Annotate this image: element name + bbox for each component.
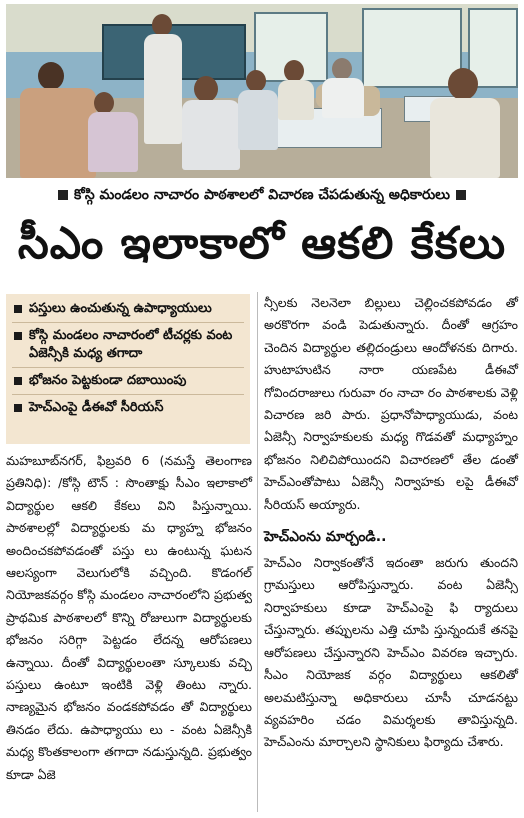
bullet-icon xyxy=(14,377,22,385)
photo-caption xyxy=(6,182,518,208)
bullet-icon xyxy=(14,332,22,340)
highlight-item: కోస్గి మండలం నాచారంలో టీచర్లకు వంట ఏజెన్సీకి మధ్య తగాదా xyxy=(12,327,244,363)
article-paragraph: న్సీలకు నెలనెలా బిల్లులు చెల్లించకపోవడం తో అరకొరగా వండి పెడుతున్నారు. దీంతో ఆగ్రహం చెందిన విద్యార్థుల తల్లిదండ్రులు ఆందోళనకు దిగారు. హుటాహుటిన నారా యణపేట డీఈవో గోవిందరాజులు గురువా రం నాచా రం పాఠశాలకు వెళ్లి విచారణ జరి పారు. ప్రధానోపాధ్యాయుడు, వంట ఏజెన్సీ నిర్వాహకులకు మధ్య గొడవతో మధ్యాహ్నం భోజనం నిలిచిపోయిందని విచారణలో తేల డంతో హెచ్‌ఎంతోపాటు ఏజెన్సీ నిర్వాహకు లపై డీఈవో సీరియస్ అయ్యారు. xyxy=(264,295,518,512)
news-photo xyxy=(6,4,518,178)
column-divider xyxy=(257,292,258,812)
article-column-left xyxy=(6,450,252,786)
subheading: హెచ్‌ఎంను మార్చండి.. xyxy=(264,529,387,546)
highlight-item: పస్తులు ఉంచుతున్న ఉపాధ్యాయులు xyxy=(12,300,244,318)
article-paragraph: మహబూబ్‌నగర్, ఫిబ్రవరి 6 (నమస్తే తెలంగాణ ప్రతినిధి): /కోస్గి టౌన్ : సొంతాక్షు సీఎం ఇలాకాలో విద్యార్థుల ఆకలి కేకలు విని పిస్తున్నాయి. పాఠశాలల్లో విద్యార్థులకు మ ధ్యాహ్న భోజనం అందించకపోవడంతో పస్తు లు ఉంటున్న ఘటన ఆలస్యంగా వెలుగులోకి వచ్చింది. కొడంగల్ నియోజకవర్గం కోస్గి మండలం నాచారంలోని ప్రభుత్వ ప్రాథమిక పాఠశాలలో కొన్ని రోజులుగా విద్యార్థులకు భోజనం సరిగ్గా పెట్టడం లేదన్న ఆరోపణలు ఉన్నాయి. దీంతో విద్యార్థులంతా స్కూలుకు వచ్చి పస్తులు ఉంటూ ఇంటికి వెళ్లి తింటు న్నారు. నాణ్యమైన భోజనం వండకపోవడం తో విద్యార్థులు తినడం లేదు. ఉపాధ్యాయు లు - వంట ఏజెన్సీకి మధ్య కొంతకాలంగా తగాదా నడుస్తున్నది. ప్రభుత్వం కూడా ఏజె xyxy=(6,453,252,782)
highlight-item: భోజనం పెట్టకుండా దబాయింపు xyxy=(12,372,244,390)
highlight-item: హెచ్‌ఎంపై డీఈవో సీరియస్ xyxy=(12,399,244,417)
bullet-icon xyxy=(14,404,22,412)
caption-text: కోస్గి మండలం నాచారం పాఠశాలలో విచారణ చేపడుతున్న అధికారులు xyxy=(74,187,450,203)
article-column-right xyxy=(264,292,518,754)
bullet-icon xyxy=(14,305,22,313)
highlights-box xyxy=(6,294,250,444)
headline: సీఎం ఇలాకాలో ఆకలి కేకలు xyxy=(17,218,507,269)
article-paragraph: హెచ్‌ఎం నిర్వాకంతోనే ఇదంతా జరుగు తుందని గ్రామస్తులు ఆరోపిస్తున్నారు. వంట ఏజెన్సీ నిర్వాహకులు కూడా హెచ్‌ఎంపై ఫి ర్యాదులు చేస్తున్నారు. తప్పులను ఎత్తి చూపి స్తున్నందుకే తనపై ఆరోపణలు చేస్తున్నారని హెచ్‌ఎం వివరణ ఇచ్చారు. సీఎం నియోజక వర్గం విద్యార్థులు ఆకలితో అలమటిస్తున్నా అధికారులు చూసీ చూడనట్టు వ్యవహరిం చడం విమర్శలకు తావిస్తున్నది. హెచ్‌ఎంను మార్చాలని స్థానికులు ఫిర్యాదు చేశారు. xyxy=(264,555,518,750)
